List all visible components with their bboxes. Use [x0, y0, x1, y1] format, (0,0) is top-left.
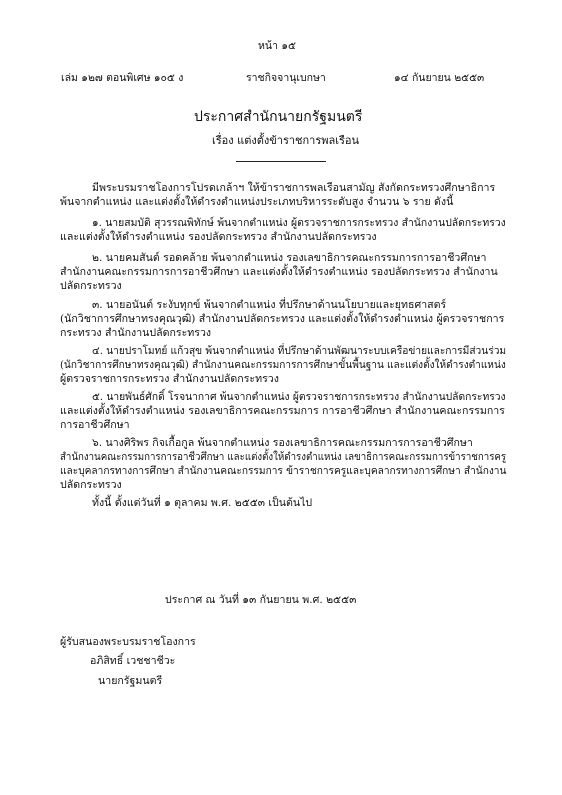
paragraph-line: พ้นจากตำแหน่ง และแต่งตั้งให้ดำรงตำแหน่งประเภทบริหารระดับสูง จำนวน ๖ ราย ดังนี้	[60, 196, 454, 208]
paragraph-line: (นักวิชาการศึกษาทรงคุณวุฒิ) สำนักงานคณะกรรมการการศึกษาขั้นพื้นฐาน และแต่งตั้งให้ดำรงตำแหน่ง	[60, 359, 506, 371]
paragraph-line: ปลัดกระทรวง	[60, 479, 122, 491]
paragraph-line: ผู้ตรวจราชการกระทรวง สำนักงานปลัดกระทรวง	[60, 373, 279, 385]
paragraph-line: และแต่งตั้งให้ดำรงตำแหน่ง รองเลขาธิการคณะกรรมการ การอาชีวศึกษา สำนักงานคณะกรรมการ	[60, 405, 505, 417]
paragraph-line: ปลัดกระทรวง	[60, 280, 122, 292]
paragraph-first-line: ๓. นายอนันต์ ระงับทุกข์ พ้นจากตำแหน่ง ที่ปรึกษาด้านนโยบายและยุทธศาสตร์	[92, 299, 447, 311]
announcement-date: ประกาศ ณ วันที่ ๑๓ กันยายน พ.ศ. ๒๕๕๓	[165, 594, 357, 606]
signer-position: นายกรัฐมนตรี	[98, 675, 163, 687]
gazette-date: ๑๔ กันยายน ๒๕๕๓	[394, 72, 485, 84]
paragraph-first-line: ๑. นายสมบัติ สุวรรณพิทักษ์ พ้นจากตำแหน่ง ผู้ตรวจราชการกระทรวง สำนักงานปลัดกระทรวง	[92, 217, 506, 229]
paragraph-line: (นักวิชาการศึกษาทรงคุณวุฒิ) สำนักงานปลัดกระทรวง และแต่งตั้งให้ดำรงตำแหน่ง ผู้ตรวจราชการ	[60, 313, 505, 325]
paragraph-line: สำนักงานคณะกรรมการการอาชีวศึกษา และแต่งตั้งให้ดำรงตำแหน่ง รองปลัดกระทรวง สำนักงาน	[60, 266, 498, 278]
volume-label: เล่ม ๑๒๗ ตอนพิเศษ ๑๐๕ ง	[61, 72, 184, 84]
countersign-label: ผู้รับสนองพระบรมราชโองการ	[60, 636, 196, 648]
paragraph-line: และแต่งตั้งให้ดำรงตำแหน่ง รองปลัดกระทรวง สำนักงานปลัดกระทรวง	[60, 231, 377, 243]
paragraph-first-line: มีพระบรมราชโองการโปรดเกล้าฯ ให้ข้าราชการพลเรือนสามัญ สังกัดกระทรวงศึกษาธิการ	[92, 182, 496, 194]
paragraph-first-line: ๒. นายคมสันต์ รอดคล้าย พ้นจากตำแหน่ง รองเลขาธิการคณะกรรมการการอาชีวศึกษา	[92, 252, 487, 264]
page-title: ประกาศสำนักนายกรัฐมนตรี	[194, 109, 363, 125]
paragraph-first-line: ๖. นางศิริพร กิจเกื้อกูล พ้นจากตำแหน่ง รองเลขาธิการคณะกรรมการการอาชีวศึกษา	[92, 437, 473, 449]
paragraph-line: การอาชีวศึกษา	[60, 419, 130, 431]
paragraph-line: สำนักงานคณะกรรมการการอาชีวศึกษา และแต่งตั้งให้ดำรงตำแหน่ง เลขาธิการคณะกรรมการข้าราชการครู	[60, 451, 507, 463]
title-divider	[236, 161, 326, 162]
paragraph-first-line: ๔. นายปราโมทย์ แก้วสุข พ้นจากตำแหน่ง ที่ปรึกษาด้านพัฒนาระบบเครือข่ายและการมีส่วนร่วม	[92, 345, 507, 357]
page-number: หน้า ๑๕	[258, 40, 296, 52]
subject-line: เรื่อง แต่งตั้งข้าราชการพลเรือน	[212, 134, 360, 147]
signer-name: อภิสิทธิ์ เวชชาชีวะ	[90, 655, 176, 667]
paragraph-line: และบุคลากรทางการศึกษา สำนักงานคณะกรรมการ ข้าราชการครูและบุคลากรทางการศึกษา สำนักงาน	[60, 465, 507, 477]
paragraph-first-line: ๕. นายพันธ์ศักดิ์ โรจนากาศ พ้นจากตำแหน่ง ผู้ตรวจราชการกระทรวง สำนักงานปลัดกระทรวง	[92, 391, 506, 403]
paragraph-first-line: ทั้งนี้ ตั้งแต่วันที่ ๑ ตุลาคม พ.ศ. ๒๕๕๓ เป็นต้นไป	[92, 497, 313, 509]
paragraph-line: กระทรวง สำนักงานปลัดกระทรวง	[60, 327, 212, 339]
gazette-name: ราชกิจจานุเบกษา	[246, 72, 326, 84]
